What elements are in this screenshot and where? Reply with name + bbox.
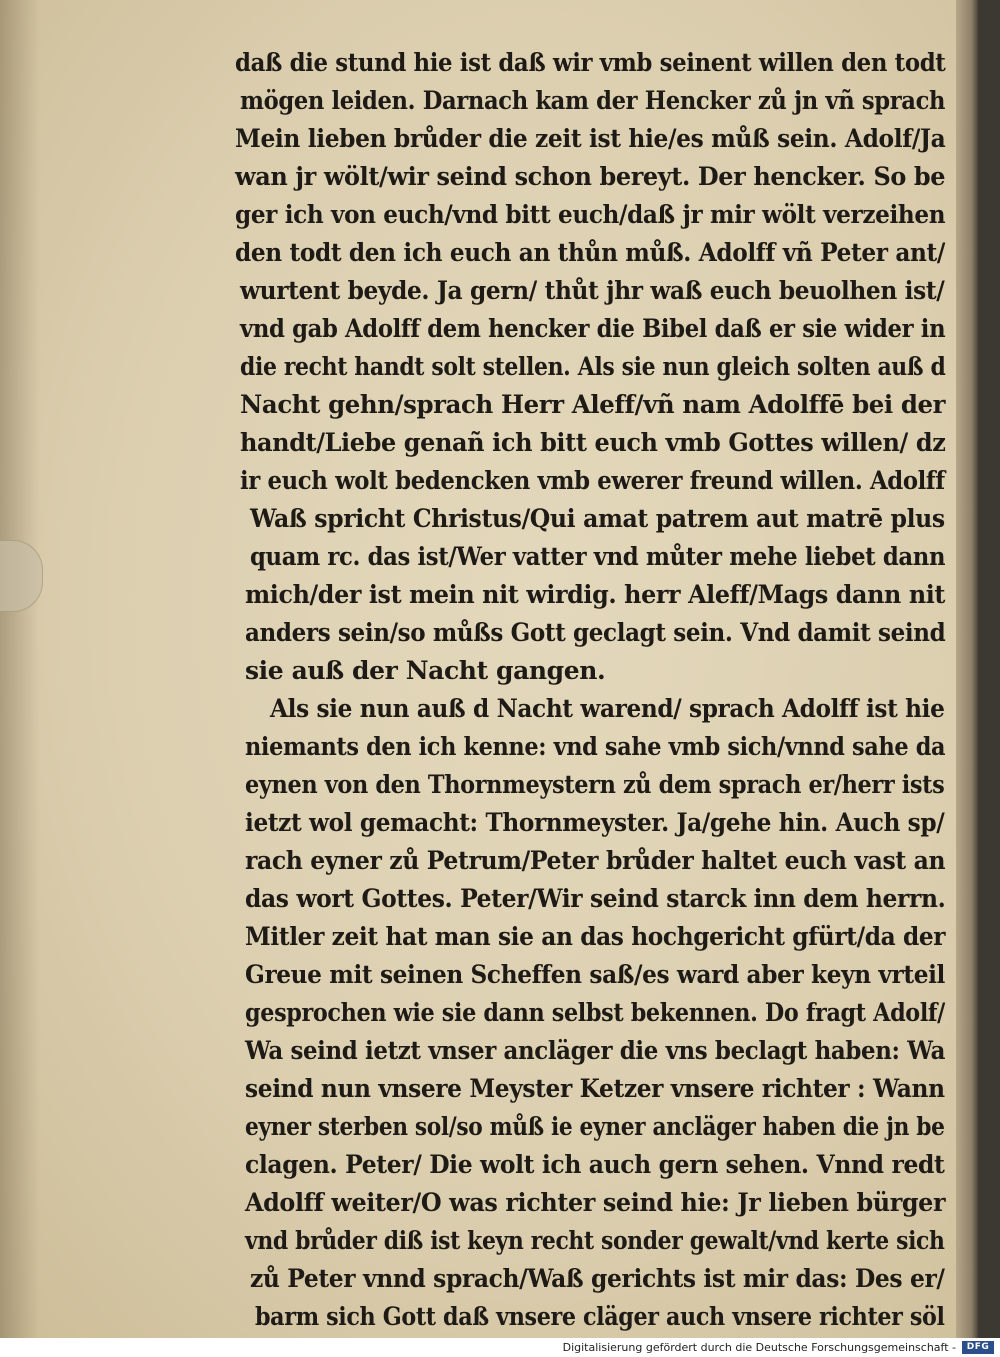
text-line: ir euch wolt bedencken vmb ewerer freund willen. Adolff xyxy=(240,466,945,495)
text-line: seind nun vnsere Meyster Ketzer vnsere richter : Wann xyxy=(245,1074,945,1103)
text-line: Adolff weiter/O was richter seind hie: Jr lieben bürger xyxy=(245,1188,946,1217)
text-line: vnd brůder diß ist keyn recht sonder gewalt/vnd kerte sich xyxy=(245,1226,945,1255)
text-line: Wa seind ietzt vnser ancläger die vns beclagt haben: Wa xyxy=(245,1036,946,1065)
text-line: ger ich von euch/vnd bitt euch/daß jr mir wölt verzeihen xyxy=(235,200,946,229)
text-line: mögen leiden. Darnach kam der Hencker zů jn vñ sprach xyxy=(240,86,946,115)
text-line: rach eyner zů Petrum/Peter brůder haltet euch vast an xyxy=(245,846,946,875)
text-line: niemants den ich kenne: vnd sahe vmb sich/vnnd sahe da xyxy=(245,732,946,761)
text-line: barm sich Gott daß vnsere cläger auch vnsere richter söl xyxy=(255,1302,945,1331)
text-line: ietzt wol gemacht: Thornmeyster. Ja/gehe hin. Auch sp/ xyxy=(245,808,945,837)
text-line: quam rc. das ist/Wer vatter vnd můter mehe liebet dann xyxy=(250,542,946,571)
text-line: wurtent beyde. Ja gern/ thůt jhr waß euch beuolhen ist/ xyxy=(240,276,945,305)
text-line: eynen von den Thornmeystern zů dem sprach er/herr ists xyxy=(245,770,945,799)
text-line: clagen. Peter/ Die wolt ich auch gern sehen. Vnnd redt xyxy=(245,1150,945,1179)
text-line: sie auß der Nacht gangen. xyxy=(245,656,606,685)
footer-bar xyxy=(0,1338,1000,1357)
text-line: Waß spricht Christus/Qui amat patrem aut matrē plus xyxy=(250,504,945,533)
text-line: die recht handt solt stellen. Als sie nun gleich solten auß d xyxy=(240,352,946,381)
text-line: wan jr wölt/wir seind schon bereyt. Der hencker. So be xyxy=(235,162,946,191)
funding-notice: Digitalisierung gefördert durch die Deutsche Forschungsgemeinschaft - xyxy=(562,1341,956,1354)
text-line: Mein lieben brůder die zeit ist hie/es můß sein. Adolf/Ja xyxy=(235,124,946,153)
text-line: mich/der ist mein nit wirdig. herr Aleff/Mags dann nit xyxy=(245,580,946,609)
gutter-shadow xyxy=(0,0,40,1338)
text-line: eyner sterben sol/so můß ie eyner ancläger haben die jn be xyxy=(245,1112,945,1141)
text-line: handt/Liebe genañ ich bitt euch vmb Gottes willen/ dz xyxy=(240,428,946,457)
text-line: gesprochen wie sie dann selbst bekennen. Do fragt Adolf/ xyxy=(245,998,945,1027)
text-line: Nacht gehn/sprach Herr Aleff/vñ nam Adolffē bei der xyxy=(240,390,946,419)
text-line: Greue mit seinen Scheffen saß/es ward aber keyn vrteil xyxy=(245,960,946,989)
text-line: zů Peter vnnd sprach/Waß gerichts ist mir das: Des er/ xyxy=(250,1264,945,1293)
text-line: das wort Gottes. Peter/Wir seind starck inn dem herrn. xyxy=(245,884,946,913)
text-line: den todt den ich euch an thůn můß. Adolff vñ Peter ant/ xyxy=(235,238,945,267)
text-line: vnd gab Adolff dem hencker die Bibel daß er sie wider in xyxy=(240,314,946,343)
text-line: anders sein/so můßs Gott geclagt sein. Vnd damit seind xyxy=(245,618,946,647)
text-line: Mitler zeit hat man sie an das hochgericht gfürt/da der xyxy=(245,922,946,951)
page-edge xyxy=(956,0,978,1338)
text-line: Als sie nun auß d Nacht warend/ sprach Adolff ist hie xyxy=(270,694,945,723)
dfg-logo: DFG xyxy=(962,1341,994,1354)
text-line: daß die stund hie ist daß wir vmb seinent willen den todt xyxy=(235,48,946,77)
